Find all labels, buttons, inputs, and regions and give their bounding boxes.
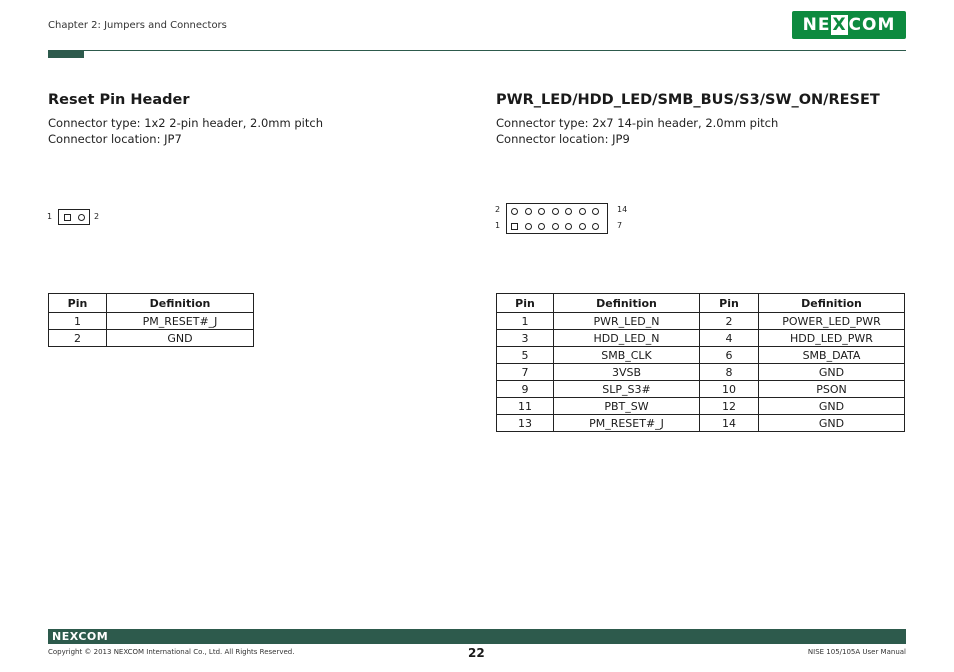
definition-cell: PM_RESET#_J: [107, 313, 254, 330]
jp9-pin-table: [496, 293, 905, 432]
pin-cell: 14: [700, 415, 759, 432]
header-pin: Pin: [700, 294, 759, 313]
pin-cell: 3: [497, 330, 554, 347]
header-pin: Pin: [497, 294, 554, 313]
pin-cell: 4: [700, 330, 759, 347]
definition-cell: POWER_LED_PWR: [759, 313, 905, 330]
jp9-pin-circle: [565, 208, 572, 215]
header-divider: [48, 50, 906, 51]
definition-cell: GND: [107, 330, 254, 347]
jp9-label-7: 7: [617, 221, 623, 230]
jp7-pin-diagram: [46, 206, 106, 226]
table-row: [497, 313, 905, 330]
table-row: [497, 364, 905, 381]
jp9-pin-circle: [511, 208, 518, 215]
right-connector-location: Connector location: JP9: [496, 132, 630, 146]
page-number: 22: [468, 646, 485, 660]
pin-cell: 9: [497, 381, 554, 398]
chapter-title: Chapter 2: Jumpers and Connectors: [48, 20, 227, 31]
definition-cell: GND: [759, 415, 905, 432]
definition-cell: HDD_LED_PWR: [759, 330, 905, 347]
left-connector-location: Connector location: JP7: [48, 132, 182, 146]
jp9-pin-circle: [592, 223, 599, 230]
header-definition: Definition: [554, 294, 700, 313]
definition-cell: SLP_S3#: [554, 381, 700, 398]
jp9-pin-circle: [592, 208, 599, 215]
left-connector-type: Connector type: 1x2 2-pin header, 2.0mm pitch: [48, 116, 323, 130]
jp9-pin-circle: [525, 223, 532, 230]
definition-cell: SMB_DATA: [759, 347, 905, 364]
jp9-pin-circle: [579, 208, 586, 215]
section-title-jp9: PWR_LED/HDD_LED/SMB_BUS/S3/SW_ON/RESET: [496, 92, 880, 108]
jp9-label-1: 1: [495, 221, 501, 230]
footer-square-decoration: [890, 629, 897, 636]
definition-cell: PSON: [759, 381, 905, 398]
right-connector-type: Connector type: 2x7 14-pin header, 2.0mm pitch: [496, 116, 779, 130]
jp9-label-14: 14: [617, 205, 628, 214]
jp7-pin-label-2: 2: [94, 212, 100, 221]
footer-square-decoration: [899, 637, 906, 644]
pin-cell: 10: [700, 381, 759, 398]
definition-cell: PM_RESET#_J: [554, 415, 700, 432]
header-accent-bar: [48, 50, 84, 58]
jp7-pin2-circle: [78, 214, 85, 221]
footer-bar: [48, 629, 906, 644]
footer-logo-part-x: X: [69, 630, 79, 643]
definition-cell: PWR_LED_N: [554, 313, 700, 330]
jp9-pin1-square: [511, 223, 518, 230]
jp9-pin-circle: [538, 208, 545, 215]
table-row: [497, 347, 905, 364]
jp9-pin-diagram: [494, 200, 634, 236]
nexcom-logo: [792, 11, 906, 39]
definition-cell: HDD_LED_N: [554, 330, 700, 347]
pin-cell: 11: [497, 398, 554, 415]
footer-nexcom-logo: [52, 630, 108, 643]
section-title-reset: Reset Pin Header: [48, 92, 190, 108]
definition-cell: PBT_SW: [554, 398, 700, 415]
header-definition: Definition: [107, 294, 254, 313]
header-pin: Pin: [49, 294, 107, 313]
table-row: [497, 415, 905, 432]
pin-cell: 5: [497, 347, 554, 364]
pin-cell: 2: [700, 313, 759, 330]
jp9-pin-circle: [565, 223, 572, 230]
footer-logo-part-com: COM: [78, 630, 109, 643]
jp9-pin-circle: [525, 208, 532, 215]
table-header-row: [49, 294, 254, 313]
jp9-connector-outline: [506, 203, 608, 234]
jp7-pin1-square: [64, 214, 71, 221]
pin-cell: 6: [700, 347, 759, 364]
definition-cell: SMB_CLK: [554, 347, 700, 364]
right-description: [496, 115, 778, 147]
header-definition: Definition: [759, 294, 905, 313]
jp7-pin-label-1: 1: [47, 212, 53, 221]
logo-part-x: X: [832, 15, 847, 35]
table-row: [497, 330, 905, 347]
pin-cell: 13: [497, 415, 554, 432]
jp9-label-2: 2: [495, 205, 501, 214]
definition-cell: GND: [759, 364, 905, 381]
table-row: [49, 330, 254, 347]
copyright-text: Copyright © 2013 NEXCOM International Co., Ltd. All Rights Reserved.: [48, 648, 295, 656]
table-row: [49, 313, 254, 330]
jp9-pin-circle: [538, 223, 545, 230]
pin-cell: 12: [700, 398, 759, 415]
pin-cell: 1: [49, 313, 107, 330]
jp9-pin-circle: [579, 223, 586, 230]
jp9-pin-circle: [552, 223, 559, 230]
pin-cell: 8: [700, 364, 759, 381]
table-row: [497, 381, 905, 398]
pin-cell: 7: [497, 364, 554, 381]
jp9-pin-circle: [552, 208, 559, 215]
manual-title: NISE 105/105A User Manual: [807, 648, 906, 656]
jp7-connector-outline: [58, 209, 90, 225]
pin-cell: 2: [49, 330, 107, 347]
table-row: [497, 398, 905, 415]
definition-cell: 3VSB: [554, 364, 700, 381]
table-header-row: [497, 294, 905, 313]
left-description: [48, 115, 323, 147]
logo-part-com: COM: [848, 15, 896, 35]
footer-logo-part-ne: NE: [52, 630, 70, 643]
definition-cell: GND: [759, 398, 905, 415]
pin-cell: 1: [497, 313, 554, 330]
logo-part-ne: NE: [802, 15, 831, 35]
jp7-pin-table: [48, 293, 254, 347]
